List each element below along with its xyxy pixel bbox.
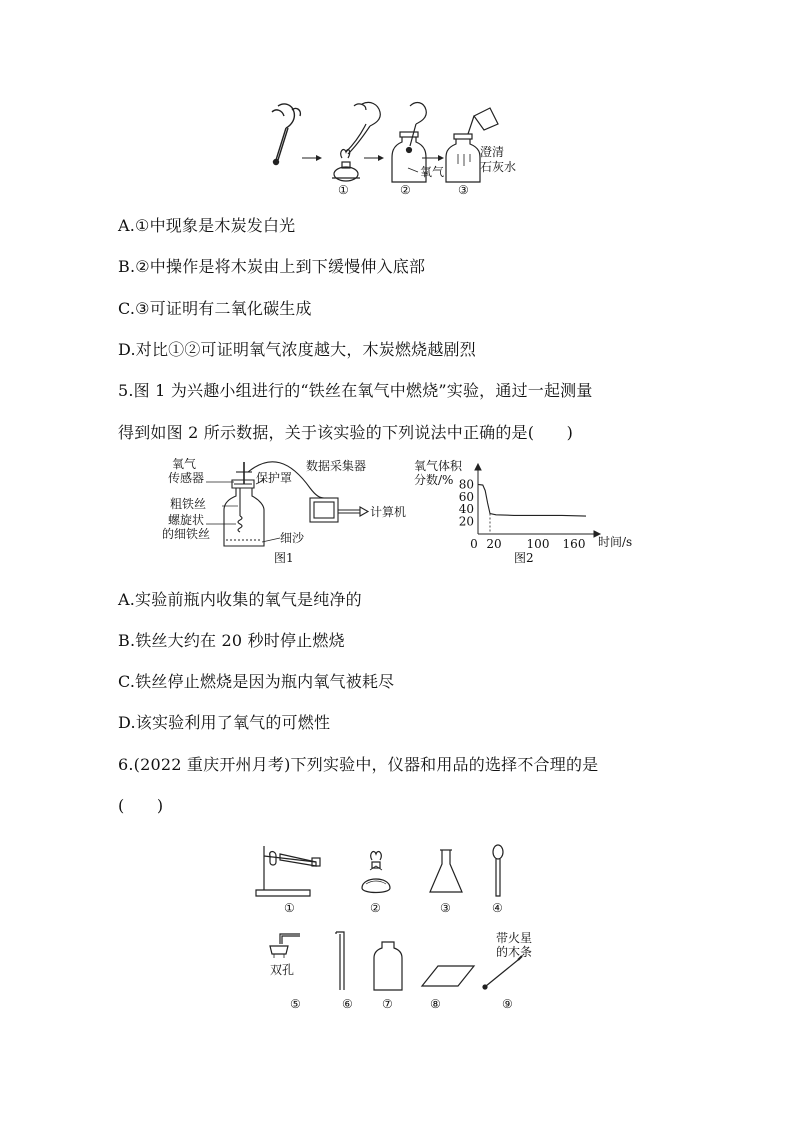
iron-wire-apparatus-figure <box>160 458 420 570</box>
q5-option-b: B.铁丝大约在 20 秒时停止燃烧 <box>118 631 345 650</box>
x-tick-label: 0 <box>470 537 478 551</box>
x-tick-label: 20 <box>486 537 502 551</box>
item-5-label: ⑤ <box>290 997 301 1011</box>
dropper-icon <box>493 845 503 896</box>
series-line <box>478 484 586 516</box>
tongs-icon <box>272 104 300 165</box>
q4-option-d: D.对比①②可证明氧气浓度越大，木炭燃烧越剧烈 <box>118 340 476 359</box>
step-1-label: ① <box>338 183 349 197</box>
x-tick-label: 100 <box>526 537 550 551</box>
sensor-label-2: 传感器 <box>168 471 205 485</box>
y-axis-label-1: 氧气体积 <box>414 459 463 473</box>
q5-option-c: C.铁丝停止燃烧是因为瓶内氧气被耗尽 <box>118 672 395 691</box>
limewater-label-2: 石灰水 <box>480 160 517 174</box>
conical-flask-icon <box>430 850 462 892</box>
y-tick-label: 80 <box>458 477 474 492</box>
cover-label: 保护罩 <box>256 471 293 485</box>
computer-label: 计算机 <box>370 505 407 519</box>
q5-stem-line2: 得到如图 2 所示数据，关于该实验的下列说法中正确的是( ) <box>118 423 574 442</box>
gas-jar-icon <box>374 942 402 990</box>
splint-label-1: 带火星 <box>496 931 533 945</box>
item-8-label: ⑧ <box>430 997 441 1011</box>
x-axis-label: 时间/s <box>598 535 633 549</box>
q5-stem-line1: 5.图 1 为兴趣小组进行的“铁丝在氧气中燃烧”实验，通过一起测量 <box>118 381 593 400</box>
q5-option-a: A.实验前瓶内收集的氧气是纯净的 <box>118 590 362 609</box>
q6-stem: 6.(2022 重庆开州月考)下列实验中，仪器和用品的选择不合理的是 <box>118 755 599 774</box>
x-tick-label: 160 <box>562 537 586 551</box>
splint-label-2: 的木条 <box>496 945 533 959</box>
glass-plate-icon <box>422 966 474 986</box>
item-4-label: ④ <box>492 901 503 915</box>
y-tick-label: 20 <box>458 514 474 529</box>
item-1-label: ① <box>284 901 295 915</box>
q5-option-d: D.该实验利用了氧气的可燃性 <box>118 713 331 732</box>
q4-option-b: B.②中操作是将木炭由上到下缓慢伸入底部 <box>118 257 426 276</box>
item-7-label: ⑦ <box>382 997 393 1011</box>
step-3-label: ③ <box>458 183 469 197</box>
y-tick-label: 40 <box>458 502 474 517</box>
bent-tube-icon <box>336 932 344 990</box>
y-axis-label-2: 分数/% <box>414 473 454 487</box>
item-3-label: ③ <box>440 901 451 915</box>
oxygen-label: 氧气 <box>420 165 445 179</box>
y-axis-arrow <box>475 464 481 470</box>
fig1-caption: 图1 <box>274 551 294 565</box>
alcohol-lamp-icon <box>362 852 390 893</box>
item-9-label: ⑨ <box>502 997 513 1011</box>
q6-bracket: ( ) <box>118 796 164 815</box>
iron-stand-icon <box>256 846 320 896</box>
charcoal-experiment-figure <box>262 98 532 198</box>
two-hole-stopper-icon <box>270 934 300 958</box>
glowing-splint-icon <box>483 956 522 989</box>
q4-option-a: A.①中现象是木炭发白光 <box>118 216 296 235</box>
fig2-caption: 图2 <box>514 551 534 565</box>
collector-label: 数据采集器 <box>306 459 367 473</box>
item-6-label: ⑥ <box>342 997 353 1011</box>
sand-label: 细沙 <box>280 531 305 545</box>
sensor-label-1: 氧气 <box>172 458 197 471</box>
two-hole-label: 双孔 <box>270 963 295 977</box>
apparatus-set-figure <box>250 840 550 1012</box>
step-2-label: ② <box>400 183 411 197</box>
y-tick-label: 60 <box>458 489 474 504</box>
alcohol-lamp-icon <box>332 102 380 181</box>
item-2-label: ② <box>370 901 381 915</box>
spiral-label-1: 螺旋状 <box>168 513 205 527</box>
q4-option-c: C.③可证明有二氧化碳生成 <box>118 299 312 318</box>
limewater-label-1: 澄清 <box>480 145 505 159</box>
oxygen-fraction-chart <box>410 458 650 570</box>
spiral-label-2: 的细铁丝 <box>162 527 211 541</box>
thick-wire-label: 粗铁丝 <box>170 497 207 511</box>
